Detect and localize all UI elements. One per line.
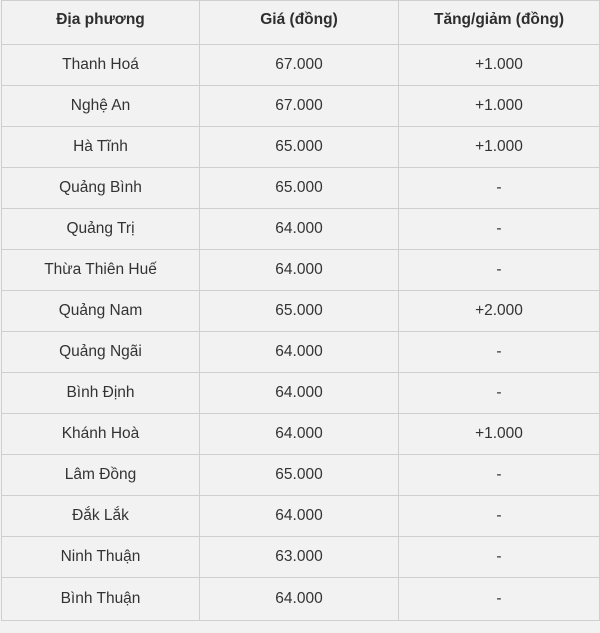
table-row — [2, 578, 600, 621]
region-cell: Bình Định — [2, 373, 200, 414]
region-cell: Ninh Thuận — [2, 537, 200, 578]
table-row — [2, 127, 600, 168]
header-region: Địa phương — [2, 1, 200, 45]
region-cell: Quảng Ngãi — [2, 332, 200, 373]
change-cell: +1.000 — [399, 127, 600, 168]
price-cell: 64.000 — [200, 250, 399, 291]
change-cell: +1.000 — [399, 86, 600, 127]
price-cell: 64.000 — [200, 414, 399, 455]
header-price: Giá (đồng) — [200, 1, 399, 45]
region-cell: Nghệ An — [2, 86, 200, 127]
table-row — [2, 537, 600, 578]
price-cell: 65.000 — [200, 127, 399, 168]
price-cell: 64.000 — [200, 496, 399, 537]
change-cell: - — [399, 209, 600, 250]
change-cell: - — [399, 168, 600, 209]
change-cell: - — [399, 332, 600, 373]
table-row — [2, 168, 600, 209]
change-cell: - — [399, 537, 600, 578]
table-row — [2, 86, 600, 127]
table-row — [2, 209, 600, 250]
table-row — [2, 332, 600, 373]
table-row — [2, 45, 600, 86]
change-cell: - — [399, 496, 600, 537]
table-row — [2, 455, 600, 496]
price-cell: 67.000 — [200, 86, 399, 127]
header-change: Tăng/giảm (đồng) — [399, 1, 600, 45]
price-cell: 64.000 — [200, 209, 399, 250]
region-cell: Quảng Trị — [2, 209, 200, 250]
region-cell: Quảng Nam — [2, 291, 200, 332]
region-cell: Bình Thuận — [2, 578, 200, 621]
change-cell: - — [399, 373, 600, 414]
header-row — [2, 1, 600, 45]
price-cell: 67.000 — [200, 45, 399, 86]
change-cell: - — [399, 578, 600, 621]
region-cell: Quảng Bình — [2, 168, 200, 209]
region-cell: Hà Tĩnh — [2, 127, 200, 168]
table-row — [2, 373, 600, 414]
price-cell: 63.000 — [200, 537, 399, 578]
region-cell: Thanh Hoá — [2, 45, 200, 86]
region-cell: Thừa Thiên Huế — [2, 250, 200, 291]
change-cell: - — [399, 250, 600, 291]
table-row — [2, 414, 600, 455]
price-table — [1, 0, 600, 621]
region-cell: Khánh Hoà — [2, 414, 200, 455]
region-cell: Lâm Đồng — [2, 455, 200, 496]
price-cell: 64.000 — [200, 373, 399, 414]
price-cell: 65.000 — [200, 168, 399, 209]
price-cell: 64.000 — [200, 332, 399, 373]
table-row — [2, 291, 600, 332]
price-cell: 65.000 — [200, 455, 399, 496]
table-row — [2, 250, 600, 291]
change-cell: - — [399, 455, 600, 496]
change-cell: +1.000 — [399, 414, 600, 455]
table-row — [2, 496, 600, 537]
price-cell: 64.000 — [200, 578, 399, 621]
change-cell: +1.000 — [399, 45, 600, 86]
price-cell: 65.000 — [200, 291, 399, 332]
region-cell: Đắk Lắk — [2, 496, 200, 537]
change-cell: +2.000 — [399, 291, 600, 332]
